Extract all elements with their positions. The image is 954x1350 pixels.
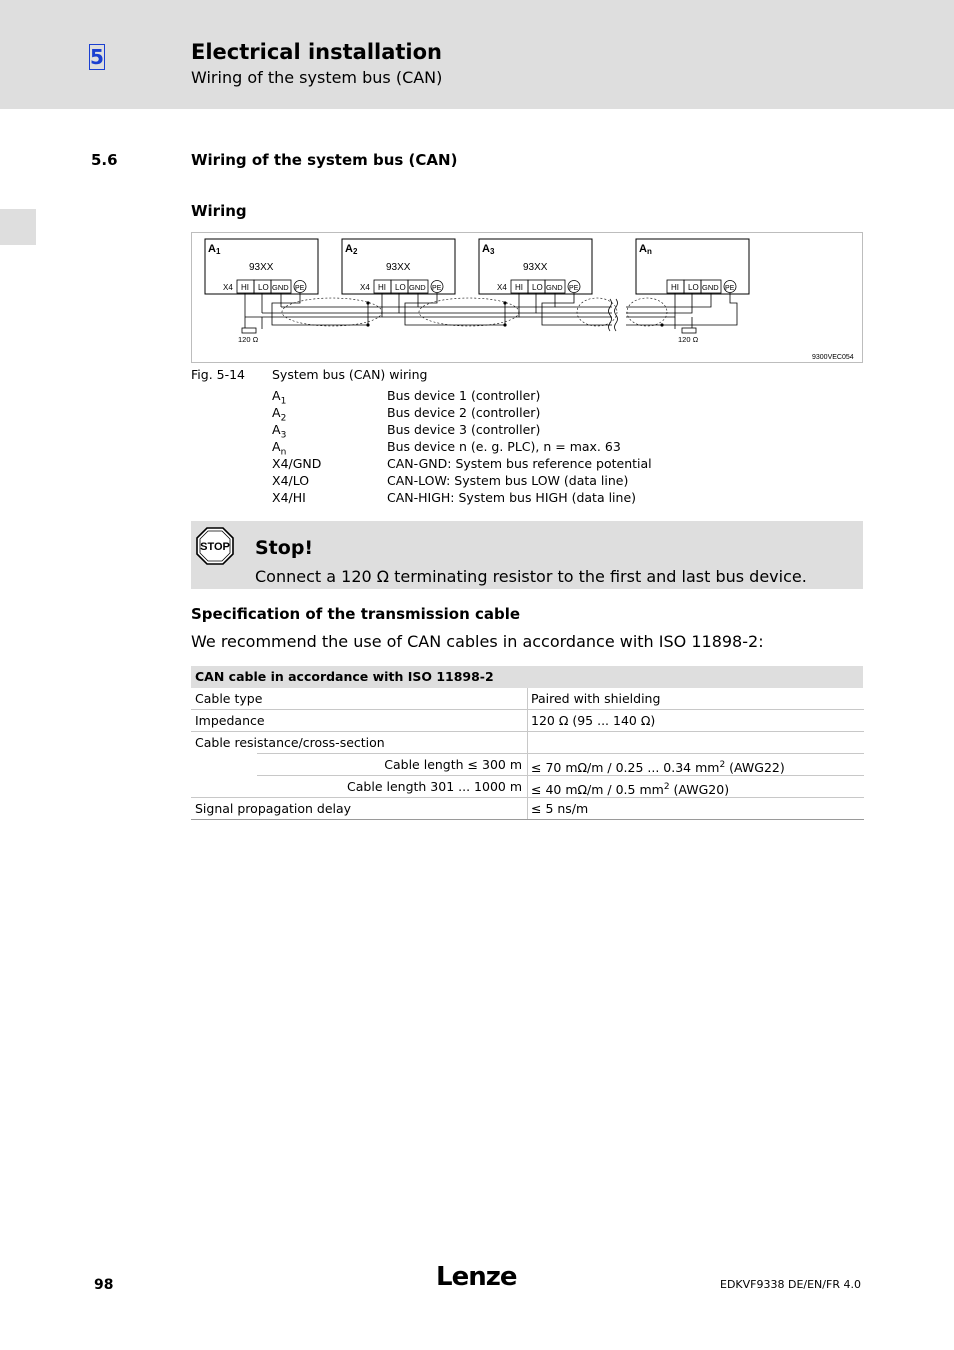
stop-sign-icon: [196, 527, 234, 565]
table-row: [191, 688, 864, 710]
device-a1-hi: HI: [241, 283, 249, 292]
legend-desc: Bus device n (e. g. PLC), n = max. 63: [387, 439, 621, 454]
row-value: Paired with shielding: [531, 691, 661, 706]
resistor-right-label: 120 Ω: [678, 335, 699, 344]
device-a1-model: 93XX: [249, 262, 274, 273]
table-row: [191, 732, 864, 754]
table-row: [191, 710, 864, 732]
legend-desc: Bus device 3 (controller): [387, 422, 541, 437]
row-label: Signal propagation delay: [195, 801, 352, 816]
legend-desc: CAN-GND: System bus reference potential: [387, 456, 652, 471]
device-a2-index: 2: [352, 247, 358, 256]
row-label: Cable length ≤ 300 m: [384, 757, 522, 772]
table-row: [191, 776, 864, 798]
legend-term: $A_2$: [272, 405, 287, 424]
row-value: 120 Ω (95 ... 140 Ω): [531, 713, 656, 728]
device-a2: [342, 239, 455, 294]
device-a1-label: A: [208, 243, 216, 255]
document-id: EDKVF9338 DE/EN/FR 4.0: [720, 1278, 861, 1291]
device-a2-x4: X4: [360, 283, 370, 292]
table-row: [191, 798, 864, 820]
legend-term: $A_n$: [272, 439, 287, 458]
cable-shields: [282, 298, 667, 326]
device-a3-index: 3: [489, 247, 495, 256]
device-a1-lo: LO: [258, 283, 269, 292]
legend-term: $A_1$: [272, 388, 287, 407]
device-an: [636, 239, 749, 294]
device-a1-x4: X4: [223, 283, 233, 292]
header-band: [0, 0, 954, 109]
device-a2-pe: PE: [432, 285, 442, 292]
device-an-pe: PE: [725, 285, 735, 292]
row-value: ≤ 70 mΩ/m / 0.25 ... 0.34 $mm^2$ (AWG22): [531, 760, 785, 776]
wiring-heading: Wiring: [191, 202, 247, 220]
wiring-diagram: [191, 232, 863, 363]
spec-heading: Specification of the transmission cable: [191, 605, 521, 623]
legend-term: $A_3$: [272, 422, 287, 441]
device-a2-gnd: GND: [409, 283, 426, 292]
legend-term: X4/HI: [272, 490, 306, 505]
device-a2-lo: LO: [395, 283, 406, 292]
device-a3-lo: LO: [532, 283, 543, 292]
device-a3: [479, 239, 592, 294]
figure-code: 9300VEC054: [812, 354, 854, 361]
stop-title: Stop!: [255, 537, 314, 559]
stop-text: Connect a 120 Ω terminating resistor to the first and last bus device.: [255, 567, 807, 586]
device-a3-x4: X4: [497, 283, 507, 292]
device-an-index: n: [646, 247, 652, 256]
legend-desc: CAN-HIGH: System bus HIGH (data line): [387, 490, 637, 505]
row-value: ≤ 40 mΩ/m / 0.5 $mm^2$ (AWG20): [531, 782, 730, 798]
device-a2-hi: HI: [378, 283, 386, 292]
device-a1: [205, 239, 318, 294]
stop-warning-box: [191, 521, 863, 589]
figure-caption: System bus (CAN) wiring: [272, 367, 428, 382]
page-number: 98: [94, 1277, 114, 1293]
legend-desc: Bus device 2 (controller): [387, 405, 541, 420]
device-a2-label: A: [345, 243, 353, 255]
row-value: ≤ 5 ns/m: [531, 801, 589, 816]
device-an-label: A: [639, 243, 647, 255]
side-tab-marker: [0, 209, 36, 245]
table-header: CAN cable in accordance with ISO 11898-2: [191, 666, 863, 688]
stop-sign-text: STOP: [200, 541, 230, 553]
device-a3-pe: PE: [569, 285, 579, 292]
device-an-hi: HI: [671, 283, 679, 292]
device-a3-model: 93XX: [523, 262, 548, 273]
chapter-number: 5: [90, 45, 104, 69]
lenze-logo: Lenze: [436, 1262, 517, 1292]
device-a3-hi: HI: [515, 283, 523, 292]
row-label: Cable length 301 ... 1000 m: [347, 779, 522, 794]
section-number: 5.6: [91, 151, 118, 169]
device-a1-gnd: GND: [272, 283, 289, 292]
device-a3-gnd: GND: [546, 283, 563, 292]
legend-desc: CAN-LOW: System bus LOW (data line): [387, 473, 629, 488]
row-label: Cable type: [195, 691, 263, 706]
row-label: Cable resistance/cross-section: [195, 735, 385, 750]
device-a2-model: 93XX: [386, 262, 411, 273]
device-a1-index: 1: [215, 247, 221, 256]
resistor-left-label: 120 Ω: [238, 335, 259, 344]
junction-dots: [366, 301, 663, 326]
legend-desc: Bus device 1 (controller): [387, 388, 541, 403]
device-an-lo: LO: [688, 283, 699, 292]
chapter-title: Electrical installation: [191, 40, 442, 64]
device-a1-pe: PE: [295, 285, 305, 292]
spec-intro: We recommend the use of CAN cables in accordance with ISO 11898-2:: [191, 632, 764, 651]
bus-lines: [242, 293, 737, 333]
section-title: Wiring of the system bus (CAN): [191, 151, 458, 169]
chapter-subtitle: Wiring of the system bus (CAN): [191, 68, 443, 87]
device-an-gnd: GND: [702, 283, 719, 292]
legend-term: X4/LO: [272, 473, 310, 488]
figure-label: Fig. 5-14: [191, 367, 246, 382]
legend-term: X4/GND: [272, 456, 322, 471]
row-label: Impedance: [195, 713, 265, 728]
device-a3-label: A: [482, 243, 490, 255]
table-row: [191, 754, 864, 776]
